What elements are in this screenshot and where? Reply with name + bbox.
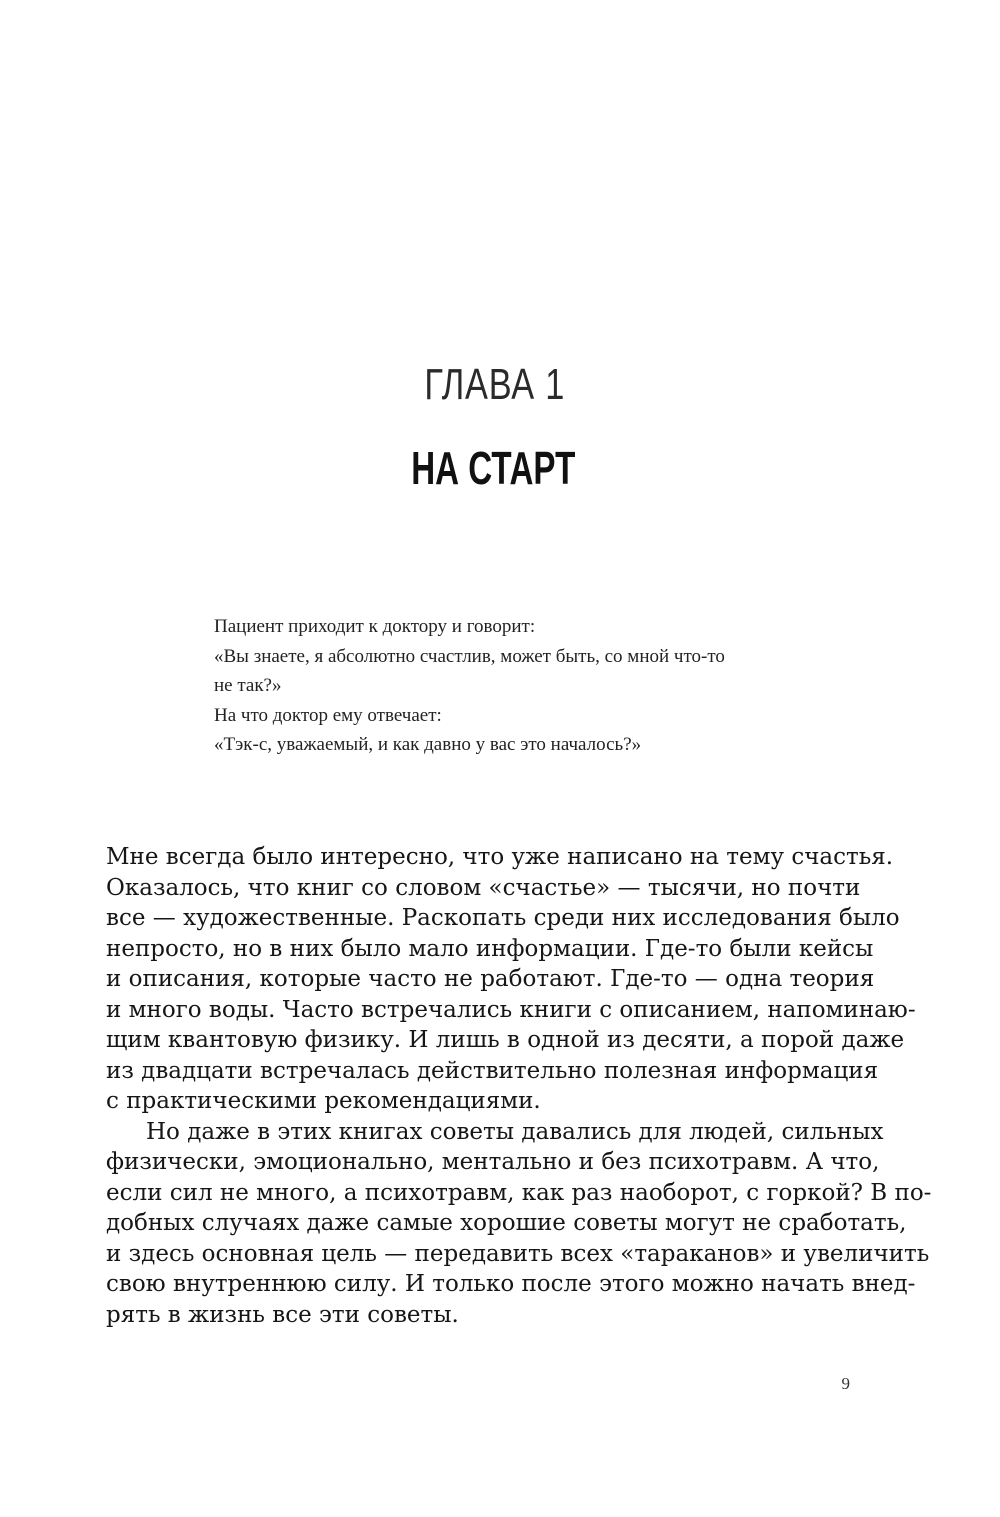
text-line: Но даже в этих книгах советы давались для людей, сильных bbox=[146, 1118, 884, 1145]
chapter-label: ГЛАВА 1 bbox=[424, 360, 566, 409]
text-line: и здесь основная цель — передавить всех «тараканов» и увеличить bbox=[106, 1240, 930, 1267]
text-line: и описания, которые часто не работают. Где-то — одна теория bbox=[106, 966, 875, 992]
epigraph-line: Пациент приходит к доктору и говорит: bbox=[214, 616, 536, 637]
text-line: и много воды. Часто встречались книги с описанием, напоминаю- bbox=[106, 996, 916, 1023]
text-line: из двадцати встречалась действительно полезная информация bbox=[106, 1057, 879, 1084]
text-line: свою внутреннюю силу. И только после этого можно начать внед- bbox=[106, 1271, 916, 1297]
body-text bbox=[106, 842, 932, 1330]
paragraph bbox=[106, 842, 916, 1117]
text-line: Мне всегда было интересно, что уже написано на тему счастья. bbox=[106, 844, 894, 870]
text-line: Оказалось, что книг со словом «счастье» — тысячи, но почти bbox=[106, 874, 861, 901]
text-line: физически, эмоционально, ментально и без психотравм. А что, bbox=[106, 1149, 880, 1175]
text-line: непросто, но в них было мало информации. Где-то были кейсы bbox=[106, 935, 874, 962]
chapter-title: НА СТАРТ bbox=[411, 442, 576, 494]
text-line: рять в жизнь все эти советы. bbox=[106, 1301, 459, 1328]
epigraph-line: не так?» bbox=[214, 675, 282, 696]
epigraph-line: На что доктор ему отвечает: bbox=[214, 704, 442, 726]
text-line: с практическими рекомендациями. bbox=[106, 1088, 541, 1114]
text-line: добных случаях даже самые хорошие советы могут не сработать, bbox=[106, 1210, 907, 1236]
text-line: все — художественные. Раскопать среди них исследования было bbox=[106, 905, 900, 931]
text-line: если сил не много, а психотравм, как раз наоборот, с горкой? В по- bbox=[106, 1179, 932, 1206]
epigraph bbox=[214, 612, 814, 760]
text-line: щим квантовую физику. И лишь в одной из десяти, а порой даже bbox=[106, 1027, 905, 1053]
epigraph-line: «Вы знаете, я абсолютно счастлив, может быть, со мной что-то bbox=[214, 645, 725, 667]
paragraph bbox=[106, 1117, 932, 1331]
page-number: 9 bbox=[841, 1374, 850, 1393]
epigraph-line: «Тэк-с, уважаемый, и как давно у вас это началось?» bbox=[214, 734, 642, 755]
